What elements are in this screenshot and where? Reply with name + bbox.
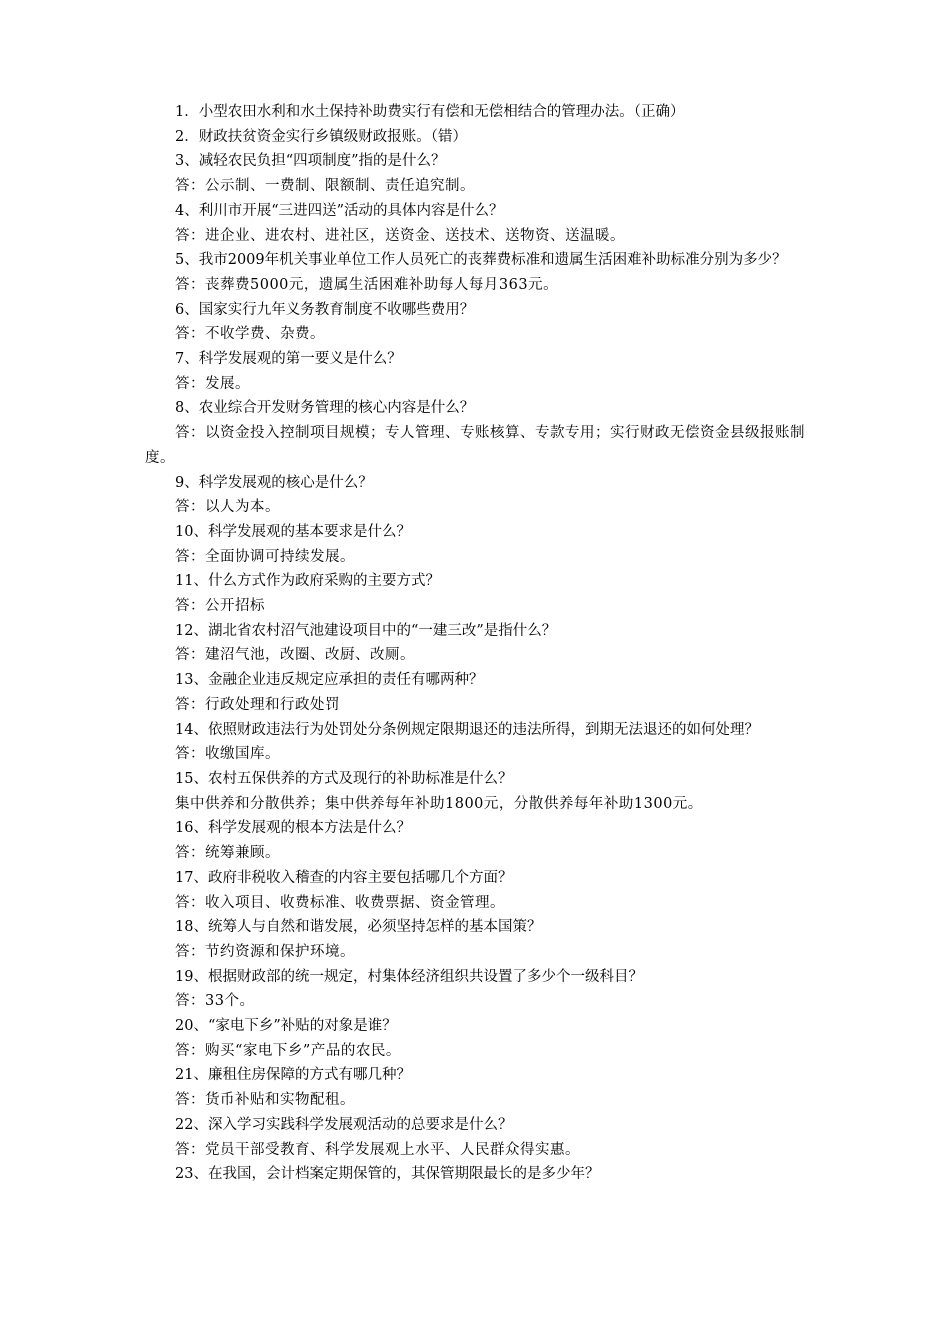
question-5: 5、我市2009年机关事业单位工作人员死亡的丧葬费标准和遗属生活困难补助标准分别为多少？: [175, 252, 787, 269]
question-21: 21、廉租住房保障的方式有哪几种？: [175, 1067, 411, 1084]
answer-8: 答：以资金投入控制项目规模；专人管理、专账核算、专款专用；实行财政无偿资金县级报账制度。: [145, 425, 805, 466]
answer-13: 答：行政处理和行政处罚: [175, 696, 340, 713]
answer-7: 答：发展。: [175, 375, 250, 392]
question-17: 17、政府非税收入稽查的内容主要包括哪几个方面？: [175, 869, 513, 886]
question-18: 18、统筹人与自然和谐发展，必须坚持怎样的基本国策？: [175, 919, 542, 936]
question-15: 15、农村五保供养的方式及现行的补助标准是什么？: [175, 770, 513, 787]
question-9: 9、科学发展观的核心是什么？: [175, 474, 373, 491]
answer-17: 答：收入项目、收费标准、收费票据、资金管理。: [175, 894, 505, 911]
question-6: 6、国家实行九年义务教育制度不收哪些费用？: [175, 301, 475, 318]
question-16: 16、科学发展观的根本方法是什么？: [175, 820, 411, 837]
question-13: 13、金融企业违反规定应承担的责任有哪两种？: [175, 672, 484, 689]
answer-18: 答：节约资源和保护环境。: [175, 943, 355, 960]
question-2: 2．财政扶贫资金实行乡镇级财政报账。（错）: [175, 128, 467, 145]
question-11: 11、什么方式作为政府采购的主要方式？: [175, 573, 440, 590]
question-12: 12、湖北省农村沼气池建设项目中的“一建三改”是指什么？: [175, 622, 557, 639]
answer-9: 答：以人为本。: [175, 499, 280, 516]
question-22: 22、深入学习实践科学发展观活动的总要求是什么？: [175, 1116, 513, 1133]
answer-16: 答：统筹兼顾。: [175, 845, 280, 862]
question-19: 19、根据财政部的统一规定，村集体经济组织共设置了多少个一级科目？: [175, 968, 643, 985]
answer-22: 答：党员干部受教育、科学发展观上水平、人民群众得实惠。: [175, 1141, 580, 1158]
answer-4: 答：进企业、进农村、进社区，送资金、送技术、送物资、送温暖。: [175, 227, 625, 244]
question-14: 14、依照财政违法行为处罚处分条例规定限期退还的违法所得，到期无法退还的如何处理？: [175, 721, 759, 738]
answer-12: 答：建沼气池，改圈、改厨、改厕。: [175, 647, 415, 664]
question-8: 8、农业综合开发财务管理的核心内容是什么？: [175, 400, 475, 417]
answer-15: 集中供养和分散供养；集中供养每年补助1800元，分散供养每年补助1300元。: [175, 795, 703, 812]
answer-19: 答：33个。: [175, 993, 255, 1010]
answer-3: 答：公示制、一费制、限额制、责任追究制。: [175, 178, 475, 195]
answer-14: 答：收缴国库。: [175, 746, 280, 763]
answer-21: 答：货币补贴和实物配租。: [175, 1092, 355, 1109]
answer-10: 答：全面协调可持续发展。: [175, 548, 355, 565]
answer-11: 答：公开招标: [175, 598, 265, 615]
question-3: 3、减轻农民负担“四项制度”指的是什么？: [175, 153, 446, 170]
question-4: 4、利川市开展“三进四送”活动的具体内容是什么？: [175, 202, 504, 219]
question-10: 10、科学发展观的基本要求是什么？: [175, 523, 411, 540]
question-20: 20、“家电下乡”补贴的对象是谁？: [175, 1018, 397, 1035]
answer-20: 答：购买“家电下乡”产品的农民。: [175, 1042, 401, 1059]
answer-6: 答：不收学费、杂费。: [175, 326, 325, 343]
answer-5: 答：丧葬费5000元，遗属生活困难补助每人每月363元。: [175, 276, 559, 293]
question-23: 23、在我国，会计档案定期保管的，其保管期限最长的是多少年？: [175, 1166, 600, 1183]
question-7: 7、科学发展观的第一要义是什么？: [175, 351, 402, 368]
question-1: 1．小型农田水利和水土保持补助费实行有偿和无偿相结合的管理办法。（正确）: [175, 104, 685, 120]
document-page: [145, 100, 810, 1187]
